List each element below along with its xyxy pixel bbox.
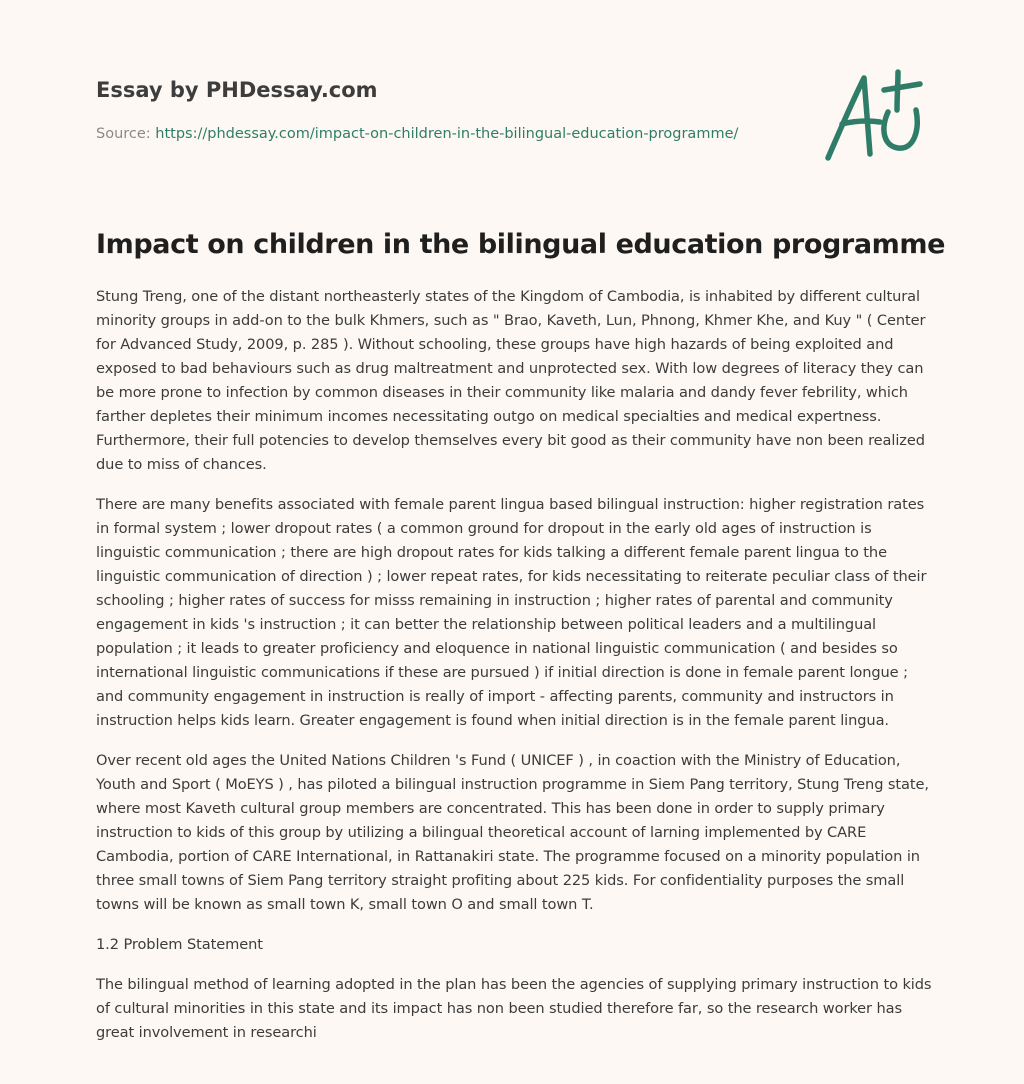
source-link[interactable]: https://phdessay.com/impact-on-children-in-the-bilingual-education-programme/ <box>155 126 739 142</box>
paragraph: The bilingual method of learning adopted in the plan has been the agencies of supplying primary instruction to kids of cultural minorities in this state and its impact has non been studied therefore far, so the research worker has great involvement in researchi <box>96 976 932 1041</box>
essay-body <box>96 285 936 1061</box>
brand-title: Essay by PHDessay.com <box>96 78 378 102</box>
source-line <box>96 126 796 142</box>
paragraph: Stung Treng, one of the distant northeasterly states of the Kingdom of Cambodia, is inhabited by different cultural minority groups in add-on to the bulk Khmers, such as " Brao, Kaveth, Lun, Phnong, Khmer Khe, and Kuy " ( Center for Advanced Study, 2009, p. 285 ). Without schooling, these groups have high hazards of being exploited and exposed to bad behaviours such as drug maltreatment and unprotected sex. With low degrees of literacy they can be more prone to infection by common diseases in their community like malaria and dandy fever febrility, which farther depletes their minimum incomes necessitating outgo on medical specialties and medical expertness. Furthermore, their full potencies to develop themselves every bit good as their community have non been realized due to miss of chances. <box>96 288 926 473</box>
paragraph: Over recent old ages the United Nations Children 's Fund ( UNICEF ) , in coaction with the Ministry of Education, Youth and Sport ( MoEYS ) , has piloted a bilingual instruction programme in Siem Pang territory, Stung Treng state, where most Kaveth cultural group members are concentrated. This has been done in order to supply primary instruction to kids of this group by utilizing a bilingual theoretical account of larning implemented by CARE Cambodia, portion of CARE International, in Rattanakiri state. The programme focused on a minority population in three small towns of Siem Pang territory straight profiting about 225 kids. For confidentiality purposes the small towns will be known as small town K, small town O and small town T. <box>96 752 929 913</box>
a-plus-icon <box>818 64 930 170</box>
section-heading: 1.2 Problem Statement <box>96 936 263 953</box>
paragraph: There are many benefits associated with female parent lingua based bilingual instruction: higher registration rates in formal system ; lower dropout rates ( a common ground for dropout in the early old ages of instruction is linguistic communication ; there are high dropout rates for kids talking a different female parent lingua to the linguistic communication of direction ) ; lower repeat rates, for kids necessitating to reiterate peculiar class of their schooling ; higher rates of success for misss remaining in instruction ; higher rates of parental and community engagement in kids 's instruction ; it can better the relationship between political leaders and a multilingual population ; it leads to greater proficiency and eloquence in national linguistic communication ( and besides so international linguistic communications if these are pursued ) if initial direction is done in female parent longue ; and community engagement in instruction is really of import - affecting parents, community and instructors in instruction helps kids learn. Greater engagement is found when initial direction is in the female parent lingua. <box>96 496 927 729</box>
source-label: Source: <box>96 126 151 142</box>
essay-header <box>96 72 796 142</box>
essay-title: Impact on children in the bilingual education programme <box>96 229 946 260</box>
